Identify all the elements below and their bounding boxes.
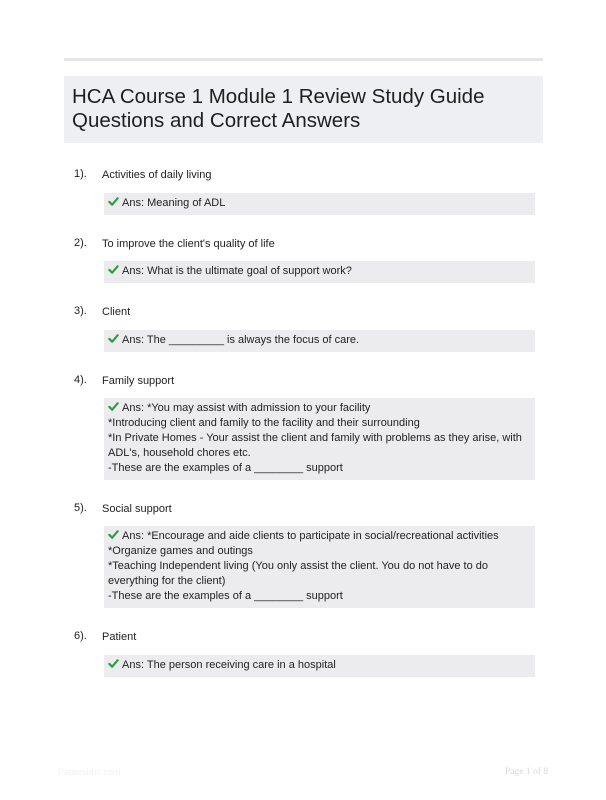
answer-box	[104, 655, 535, 677]
answer-line: *In Private Homes - Your assist the client and family with problems as they arise, with ADL's, household chores etc.	[108, 432, 522, 459]
question-text: Patient	[102, 631, 137, 643]
check-icon	[108, 529, 119, 540]
title-banner	[64, 76, 543, 143]
answer-line: -These are the examples of a ________ support	[108, 462, 343, 474]
question-number: 3).	[74, 305, 87, 317]
answer-box	[104, 526, 535, 608]
answer-text: Ans: *You may assist with admission to your facility	[122, 402, 371, 414]
check-icon	[108, 658, 119, 669]
answer-text: Ans: *Encourage and aide clients to participate in social/recreational activities	[122, 530, 499, 542]
answer-line: *Organize games and outings	[108, 545, 253, 557]
answer-box	[104, 193, 535, 215]
answer-line	[108, 529, 531, 544]
answer-line	[108, 401, 531, 416]
question-number: 4).	[74, 374, 87, 386]
page-number: Page 1 of 8	[504, 767, 548, 777]
answer-line	[108, 264, 531, 279]
answer-line	[108, 658, 531, 673]
question-number: 2).	[74, 237, 87, 249]
answer-line: *Teaching Independent living (You only assist the client. You do not have to do everything for the client)	[108, 560, 488, 587]
question-number: 6).	[74, 630, 87, 642]
answer-line: *Introducing client and family to the facility and their surrounding	[108, 417, 420, 429]
answer-line	[108, 333, 531, 348]
answer-line	[108, 196, 531, 211]
footer-watermark: Papersbbc.com	[58, 767, 121, 777]
answer-text: Ans: The _________ is always the focus of care.	[122, 334, 360, 346]
question-number: 1).	[74, 168, 87, 180]
answer-box	[104, 330, 535, 352]
answer-line: -These are the examples of a ________ support	[108, 590, 343, 602]
check-icon	[108, 401, 119, 412]
check-icon	[108, 196, 119, 207]
top-divider	[64, 58, 543, 61]
answer-text: Ans: The person receiving care in a hospital	[122, 659, 336, 671]
answer-text: Ans: What is the ultimate goal of support work?	[122, 265, 352, 277]
answer-box	[104, 261, 535, 283]
question-text: Family support	[102, 375, 175, 387]
answer-box	[104, 398, 535, 480]
question-text: Social support	[102, 503, 172, 515]
answer-text: Ans: Meaning of ADL	[122, 197, 226, 209]
question-text: Activities of daily living	[102, 169, 212, 181]
page-title: HCA Course 1 Module 1 Review Study Guide Questions and Correct Answers	[72, 85, 485, 132]
question-number: 5).	[74, 502, 87, 514]
check-icon	[108, 264, 119, 275]
question-text: Client	[102, 306, 131, 318]
check-icon	[108, 333, 119, 344]
question-text: To improve the client's quality of life	[102, 238, 275, 250]
